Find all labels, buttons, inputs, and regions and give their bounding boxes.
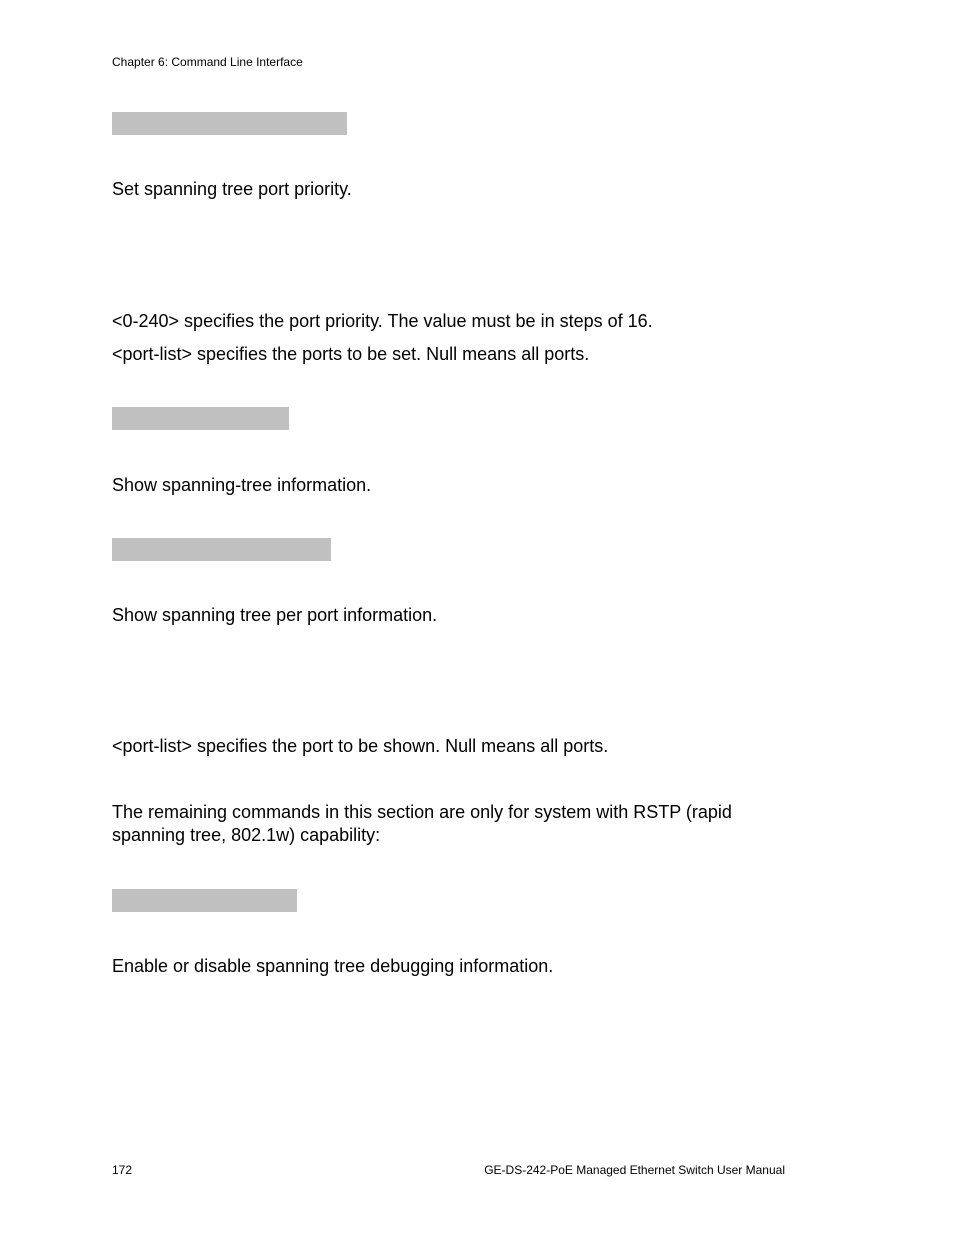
command-syntax-bar	[112, 889, 297, 912]
section-description: Show spanning tree per port information.	[112, 605, 438, 625]
parameter-description: <0-240> specifies the port priority. The value must be in steps of 16.	[112, 311, 653, 331]
section-description: Set spanning tree port priority.	[112, 179, 352, 199]
manual-title: GE-DS-242-PoE Managed Ethernet Switch User Manual	[484, 1163, 785, 1177]
command-syntax-bar	[112, 407, 289, 430]
command-syntax-bar	[112, 538, 331, 561]
section-description: Enable or disable spanning tree debugging information.	[112, 956, 554, 976]
rstp-note: The remaining commands in this section are only for system with RSTP (rapid spanning tree, 802.1w) capability:	[112, 802, 732, 845]
command-syntax-bar	[112, 112, 347, 135]
page-number: 172	[112, 1163, 133, 1177]
parameter-description: <port-list> specifies the port to be shown. Null means all ports.	[112, 736, 609, 756]
section-description: Show spanning-tree information.	[112, 475, 372, 495]
chapter-header: Chapter 6: Command Line Interface	[112, 55, 303, 69]
parameter-description: <port-list> specifies the ports to be set. Null means all ports.	[112, 344, 590, 364]
